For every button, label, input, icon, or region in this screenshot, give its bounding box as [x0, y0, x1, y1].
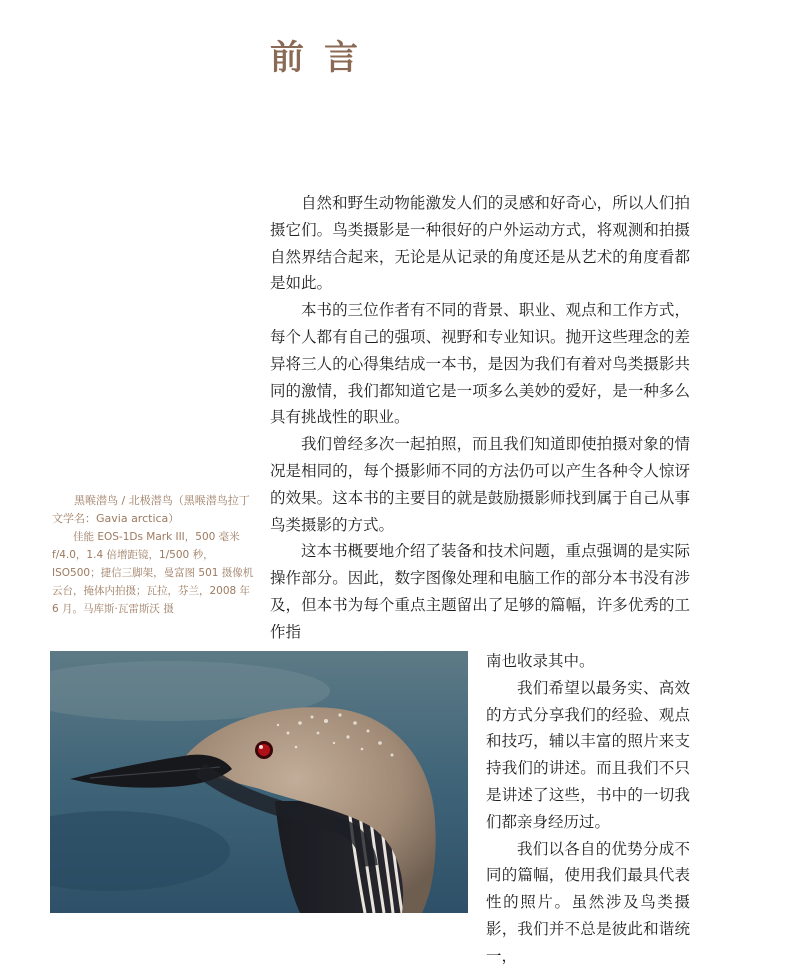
intro-text-block	[270, 190, 690, 646]
caption-block	[52, 492, 258, 618]
paragraph: 我们以各自的优势分成不同的篇幅，使用我们最具代表性的照片。虽然涉及鸟类摄影，我们并不总是彼此和谐统一，	[486, 839, 690, 965]
paragraph: 我们希望以最务实、高效的方式分享我们的经验、观点和技巧，辅以丰富的照片来支持我们的讲述。而且我们不只是讲述了这些，书中的一切我们都亲身经历过。	[486, 678, 690, 831]
paragraph: 自然和野生动物能激发人们的灵感和好奇心，所以人们拍摄它们。鸟类摄影是一种很好的户外运动方式，将观测和拍摄自然界结合起来，无论是从记录的角度还是从艺术的角度看都是如此。	[270, 194, 690, 293]
paragraph: 这本书概要地介绍了装备和技术问题，重点强调的是实际操作部分。因此，数字图像处理和电脑工作的部分本书没有涉及，但本书为每个重点主题留出了足够的篇幅，许多优秀的工作指	[270, 542, 690, 641]
page-title: 前言	[270, 38, 378, 78]
paragraph: 本书的三位作者有不同的背景、职业、观点和工作方式，每个人都有自己的强项、视野和专业知识。抛开这些理念的差异将三人的心得集结成一本书，是因为我们有着对鸟类摄影共同的激情，我们都知道它是一项多么美妙的爱好，是一种多么具有挑战性的职业。	[270, 301, 690, 427]
paragraph: 南也收录其中。	[486, 652, 595, 670]
caption-detail: 佳能 EOS-1Ds Mark III，500 毫米 f/4.0，1.4 倍增距镜，1/500 秒，ISO500；捷信三脚架，曼富图 501 摄像机云台，掩体内拍摄；瓦拉，芬兰，2008 年 6 月。马库斯·瓦雷斯沃 摄	[52, 531, 254, 615]
caption-title: 黑喉潜鸟 / 北极潜鸟（黑喉潜鸟拉丁文学名：Gavia arctica）	[52, 494, 250, 525]
loon-photo	[50, 651, 468, 913]
paragraph: 我们曾经多次一起拍照，而且我们知道即使拍摄对象的情况是相同的，每个摄影师不同的方法仍可以产生各种令人惊讶的效果。这本书的主要目的就是鼓励摄影师找到属于自己从事鸟类摄影的方式。	[270, 435, 690, 534]
lower-text-block	[486, 648, 690, 970]
